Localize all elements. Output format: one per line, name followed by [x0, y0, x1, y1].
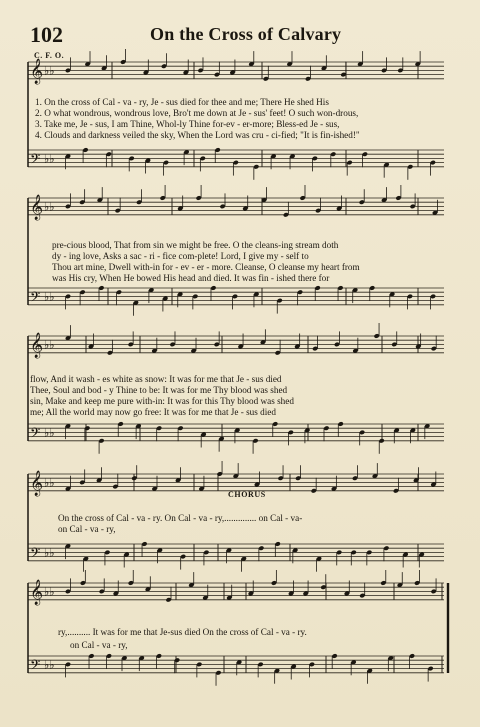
lyric-line: 3. Take me, Je - sus, I am Thine, Whol-ly Thine for-ev - er-more; Bless-ed Je - sus,: [35, 119, 340, 130]
lyric-line: pre-cious blood, That from sin we might be free. O the cleans-ing stream doth: [52, 240, 339, 250]
key-signature: ♭♭: [44, 585, 55, 599]
key-signature: ♭♭: [44, 152, 55, 166]
lyric-line: Thou art mine, Dwell with-in for - ev - er - more. Cleanse, O cleanse my heart from: [52, 262, 360, 273]
lyric-line: On the cross of Cal - va - ry. On Cal - va - ry,.............. on Cal - va-: [58, 513, 303, 523]
treble-clef: 𝄞: [30, 470, 44, 496]
treble-clef: 𝄞: [30, 579, 44, 605]
bass-clef: 𝄢: [30, 288, 41, 308]
bass-clef: 𝄢: [30, 150, 41, 170]
lyrics-system-1: [35, 97, 360, 141]
lyric-subline: on Cal - va - ry,: [70, 640, 128, 650]
key-signature: ♭♭: [44, 338, 55, 352]
bass-clef: 𝄢: [30, 656, 41, 676]
lyric-line: dy - ing love, Asks a sac - ri - fice com-plete! Lord, I give my - self to: [52, 251, 309, 262]
bass-clef: 𝄢: [30, 544, 41, 564]
key-signature: ♭♭: [44, 476, 55, 490]
key-signature: ♭♭: [44, 290, 55, 304]
lyric-line: 4. Clouds and darkness veiled the sky, When the Lord was cru - ci-fied; "It is fin-ished!": [35, 130, 360, 141]
lyric-line: flow, And it wash - es white as snow: It was for me that Je - sus died: [30, 374, 282, 384]
key-signature: ♭♭: [44, 426, 55, 440]
hymn-title: On the Cross of Calvary: [150, 24, 342, 44]
key-signature: ♭♭: [44, 64, 55, 78]
chorus-label: CHORUS: [228, 490, 266, 499]
hymn-number: 102: [30, 22, 63, 47]
treble-clef: 𝄞: [30, 194, 44, 220]
lyric-line: 2. O what wondrous, wondrous love, Bro't me down at Je - sus' feet! O such won-drous,: [35, 108, 359, 119]
lyric-line: Thee, Soul and bod - y Thine to be: It was for me Thy blood was shed: [30, 385, 288, 396]
lyric-line: was His cry, When He bowed His head and died. It was fin - ished there for: [52, 273, 330, 284]
lyrics-system-2: [52, 240, 360, 284]
lyric-line: on Cal - va - ry,: [58, 524, 116, 535]
lyrics-system-4: [58, 513, 302, 535]
lyrics-system-3: [30, 374, 294, 418]
key-signature: ♭♭: [44, 200, 55, 214]
lyric-line: 1. On the cross of Cal - va - ry, Je - sus died for thee and me; There He shed His: [35, 97, 329, 107]
key-signature: ♭♭: [44, 658, 55, 672]
lyric-line: sin, Make and keep me pure with-in: It was for this Thy blood was shed: [30, 396, 294, 407]
treble-clef: 𝄞: [30, 58, 44, 84]
author-initials: C. F. O.: [34, 51, 65, 60]
key-signature: ♭♭: [44, 546, 55, 560]
treble-clef: 𝄞: [30, 332, 44, 358]
lyric-line: ry,.......... It was for me that Je-sus died On the cross of Cal - va - ry.: [58, 627, 307, 637]
lyric-line: me; All the world may now go free: It was for me that Je - sus died: [30, 407, 276, 418]
bass-clef: 𝄢: [30, 424, 41, 444]
lyrics-system-5: [58, 627, 307, 638]
